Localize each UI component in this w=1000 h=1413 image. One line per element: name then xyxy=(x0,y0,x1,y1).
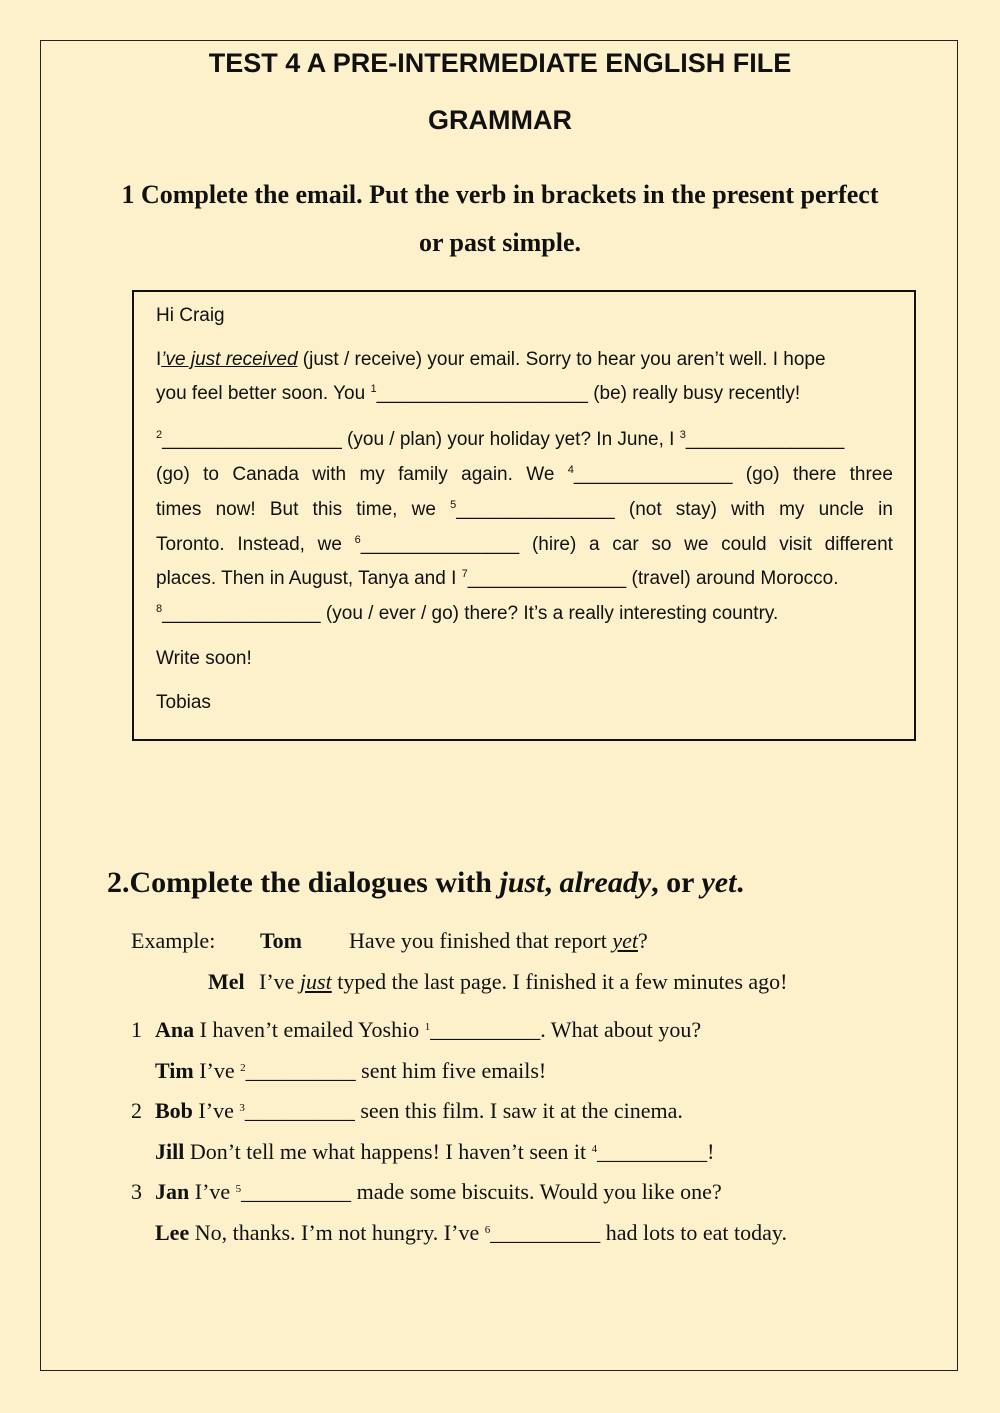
dialogue-number-2: 2 xyxy=(131,1098,142,1123)
email-signoff: Write soon! xyxy=(156,648,252,669)
example-line-mel: I’ve just typed the last page. I finished it a few minutes ago! xyxy=(259,969,788,994)
blank-3[interactable]: _______________ xyxy=(685,429,845,450)
email-greeting: Hi Craig xyxy=(156,305,225,326)
page-title: TEST 4 A PRE-INTERMEDIATE ENGLISH FILE xyxy=(208,48,792,78)
blank-d4[interactable]: __________ xyxy=(597,1139,708,1164)
blank-4[interactable]: _______________ xyxy=(573,464,733,485)
email-line-4: (go) to Canada with my family again. We $^4$_______________ (go) there three xyxy=(156,464,893,485)
blank-d3[interactable]: __________ xyxy=(244,1098,355,1123)
section1-instruction-line1: 1 Complete the email. Put the verb in brackets in the present perfect xyxy=(121,180,879,209)
blank-d5[interactable]: __________ xyxy=(241,1179,352,1204)
example-speaker-mel: Mel xyxy=(208,969,245,994)
email-line-5: times now! But this time, we $^5$_______________ (not stay) with my uncle in xyxy=(156,499,893,520)
example-line-tom: Have you finished that report yet? xyxy=(349,928,648,953)
email-line-7: places. Then in August, Tanya and I $^7$_______________ (travel) around Morocco. xyxy=(156,568,839,589)
blank-2[interactable]: _________________ xyxy=(162,429,342,450)
section1-instruction-line2: or past simple. xyxy=(418,228,582,257)
page-subtitle: GRAMMAR xyxy=(428,105,572,135)
blank-1[interactable]: ____________________ xyxy=(376,383,588,404)
blank-7[interactable]: _______________ xyxy=(467,568,627,589)
blank-5[interactable]: _______________ xyxy=(456,499,615,520)
dialogue-2-jill: Jill Don’t tell me what happens! I haven’t seen it $^4$__________! xyxy=(155,1139,715,1164)
dialogue-number-3: 3 xyxy=(131,1179,142,1204)
email-line-2: you feel better soon. You $^1$____________________ (be) really busy recently! xyxy=(156,383,801,404)
dialogue-3-lee: Lee No, thanks. I’m not hungry. I’ve $^6$__________ had lots to eat today. xyxy=(155,1220,787,1245)
email-line-3: $^2$_________________ (you / plan) your holiday yet? In June, I $^3$_______________ xyxy=(156,429,845,450)
dialogue-1-ana: Ana I haven’t emailed Yoshio $^1$__________. What about you? xyxy=(155,1017,702,1042)
dialogue-1-tim: Tim I’ve $^2$__________ sent him five emails! xyxy=(155,1058,547,1083)
dialogue-number-1: 1 xyxy=(131,1017,142,1042)
blank-6[interactable]: _______________ xyxy=(360,534,520,555)
example-answer: ’ve just received xyxy=(161,349,298,370)
blank-d2[interactable]: __________ xyxy=(245,1058,356,1083)
section2-title: 2.Complete the dialogues with just, already, or yet. xyxy=(107,866,744,899)
example-label: Example: xyxy=(131,928,216,953)
email-line-1: I’ve just received (just / receive) your email. Sorry to hear you aren’t well. I hope xyxy=(156,349,826,370)
blank-d6[interactable]: __________ xyxy=(490,1220,601,1245)
dialogue-3-jan: Jan I’ve $^5$__________ made some biscuits. Would you like one? xyxy=(155,1179,722,1204)
blank-8[interactable]: _______________ xyxy=(162,603,321,624)
email-line-8: $^8$_______________ (you / ever / go) there? It’s a really interesting country. xyxy=(156,603,779,624)
email-name: Tobias xyxy=(156,692,211,713)
dialogue-2-bob: Bob I’ve $^3$__________ seen this film. I saw it at the cinema. xyxy=(155,1098,683,1123)
example-speaker-tom: Tom xyxy=(260,928,302,953)
email-box xyxy=(132,290,916,741)
email-line-6: Toronto. Instead, we $^6$_______________ (hire) a car so we could visit different xyxy=(156,534,893,555)
blank-d1[interactable]: __________ xyxy=(430,1017,541,1042)
